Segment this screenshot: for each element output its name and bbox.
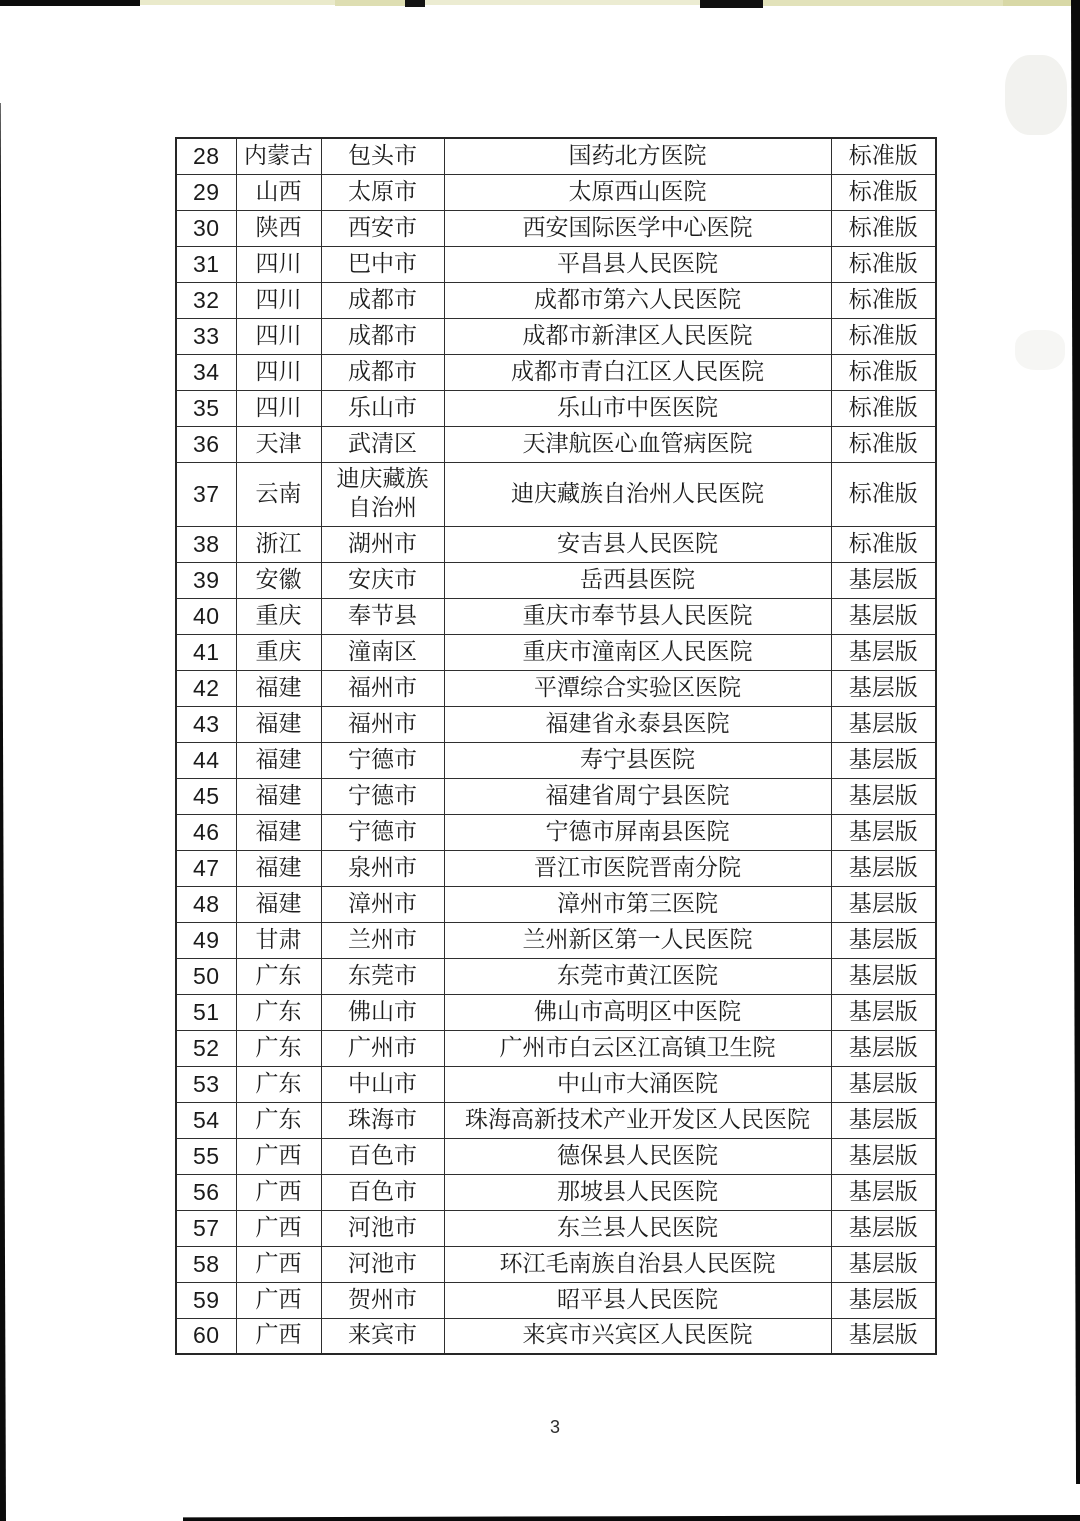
cell-version: 标准版 (831, 462, 936, 526)
cell-city: 巴中市 (321, 246, 444, 282)
cell-province: 福建 (236, 814, 321, 850)
scan-artifact-bottom-edge (183, 1513, 1080, 1521)
scan-artifact-segment (335, 0, 405, 6)
cell-row-number: 37 (176, 462, 236, 526)
page-number: 3 (549, 1417, 560, 1437)
cell-row-number: 60 (176, 1318, 236, 1354)
cell-hospital-name: 重庆市潼南区人民医院 (444, 634, 831, 670)
cell-province: 云南 (236, 462, 321, 526)
cell-hospital-name: 来宾市兴宾区人民医院 (444, 1318, 831, 1354)
cell-province: 四川 (236, 318, 321, 354)
cell-city: 来宾市 (321, 1318, 444, 1354)
cell-version: 基层版 (831, 562, 936, 598)
cell-hospital-name: 福建省周宁县医院 (444, 778, 831, 814)
scan-artifact-segment (0, 0, 140, 6)
cell-city: 成都市 (321, 318, 444, 354)
cell-row-number: 29 (176, 174, 236, 210)
cell-province: 广东 (236, 1102, 321, 1138)
cell-city: 东莞市 (321, 958, 444, 994)
cell-city: 福州市 (321, 706, 444, 742)
cell-province: 广东 (236, 958, 321, 994)
table-row (176, 138, 936, 174)
table-row (176, 426, 936, 462)
cell-hospital-name: 平潭综合实验区医院 (444, 670, 831, 706)
cell-hospital-name: 佛山市高明区中医院 (444, 994, 831, 1030)
cell-row-number: 51 (176, 994, 236, 1030)
cell-row-number: 32 (176, 282, 236, 318)
hospital-list-table (175, 137, 937, 1355)
cell-hospital-name: 晋江市医院晋南分院 (444, 850, 831, 886)
cell-city: 漳州市 (321, 886, 444, 922)
table-row (176, 318, 936, 354)
cell-version: 基层版 (831, 598, 936, 634)
table-row (176, 174, 936, 210)
cell-row-number: 28 (176, 138, 236, 174)
cell-province: 福建 (236, 850, 321, 886)
cell-version: 标准版 (831, 354, 936, 390)
cell-province: 重庆 (236, 634, 321, 670)
cell-version: 基层版 (831, 1102, 936, 1138)
cell-row-number: 59 (176, 1282, 236, 1318)
cell-row-number: 58 (176, 1246, 236, 1282)
cell-hospital-name: 环江毛南族自治县人民医院 (444, 1246, 831, 1282)
cell-row-number: 46 (176, 814, 236, 850)
cell-hospital-name: 寿宁县医院 (444, 742, 831, 778)
cell-city: 百色市 (321, 1138, 444, 1174)
cell-hospital-name: 广州市白云区江高镇卫生院 (444, 1030, 831, 1066)
cell-version: 标准版 (831, 390, 936, 426)
scan-artifact-top-strip (0, 0, 1080, 9)
table-row (176, 922, 936, 958)
cell-province: 广西 (236, 1282, 321, 1318)
cell-province: 天津 (236, 426, 321, 462)
cell-province: 福建 (236, 706, 321, 742)
scan-smudge (1015, 330, 1065, 370)
cell-row-number: 42 (176, 670, 236, 706)
table-row (176, 462, 936, 526)
table-row (176, 778, 936, 814)
cell-hospital-name: 东兰县人民医院 (444, 1210, 831, 1246)
cell-city: 安庆市 (321, 562, 444, 598)
cell-city: 湖州市 (321, 526, 444, 562)
cell-row-number: 47 (176, 850, 236, 886)
cell-province: 甘肃 (236, 922, 321, 958)
cell-city: 兰州市 (321, 922, 444, 958)
cell-row-number: 30 (176, 210, 236, 246)
cell-row-number: 53 (176, 1066, 236, 1102)
scan-artifact-segment (405, 0, 425, 7)
cell-province: 福建 (236, 742, 321, 778)
table-row (176, 634, 936, 670)
cell-hospital-name: 国药北方医院 (444, 138, 831, 174)
cell-city: 武清区 (321, 426, 444, 462)
table-row (176, 1030, 936, 1066)
cell-province: 四川 (236, 282, 321, 318)
table-row (176, 598, 936, 634)
scan-artifact-left-edge (0, 103, 6, 1521)
cell-version: 基层版 (831, 634, 936, 670)
cell-hospital-name: 成都市新津区人民医院 (444, 318, 831, 354)
cell-province: 安徽 (236, 562, 321, 598)
cell-hospital-name: 西安国际医学中心医院 (444, 210, 831, 246)
table-row (176, 210, 936, 246)
cell-city: 福州市 (321, 670, 444, 706)
cell-version: 标准版 (831, 210, 936, 246)
cell-province: 福建 (236, 670, 321, 706)
cell-version: 基层版 (831, 814, 936, 850)
cell-city: 广州市 (321, 1030, 444, 1066)
cell-row-number: 55 (176, 1138, 236, 1174)
cell-version: 基层版 (831, 850, 936, 886)
cell-row-number: 45 (176, 778, 236, 814)
cell-city: 奉节县 (321, 598, 444, 634)
cell-hospital-name: 珠海高新技术产业开发区人民医院 (444, 1102, 831, 1138)
table-row (176, 706, 936, 742)
cell-province: 四川 (236, 354, 321, 390)
table-row (176, 1318, 936, 1354)
cell-hospital-name: 重庆市奉节县人民医院 (444, 598, 831, 634)
cell-city: 宁德市 (321, 742, 444, 778)
cell-province: 广东 (236, 994, 321, 1030)
cell-hospital-name: 东莞市黄江医院 (444, 958, 831, 994)
cell-hospital-name: 漳州市第三医院 (444, 886, 831, 922)
cell-province: 广西 (236, 1210, 321, 1246)
cell-province: 浙江 (236, 526, 321, 562)
cell-hospital-name: 成都市青白江区人民医院 (444, 354, 831, 390)
cell-version: 标准版 (831, 426, 936, 462)
cell-version: 基层版 (831, 886, 936, 922)
cell-row-number: 49 (176, 922, 236, 958)
cell-version: 基层版 (831, 1282, 936, 1318)
cell-version: 基层版 (831, 1210, 936, 1246)
cell-city: 迪庆藏族自治州 (321, 462, 444, 526)
cell-row-number: 57 (176, 1210, 236, 1246)
cell-row-number: 56 (176, 1174, 236, 1210)
table-row (176, 1210, 936, 1246)
table-row (176, 562, 936, 598)
cell-row-number: 52 (176, 1030, 236, 1066)
scan-smudge (1005, 55, 1067, 135)
cell-version: 标准版 (831, 318, 936, 354)
table-row (176, 390, 936, 426)
cell-hospital-name: 平昌县人民医院 (444, 246, 831, 282)
cell-province: 山西 (236, 174, 321, 210)
cell-city: 西安市 (321, 210, 444, 246)
cell-city: 成都市 (321, 354, 444, 390)
table-row (176, 814, 936, 850)
cell-row-number: 31 (176, 246, 236, 282)
cell-hospital-name: 安吉县人民医院 (444, 526, 831, 562)
cell-hospital-name: 宁德市屏南县医院 (444, 814, 831, 850)
cell-version: 基层版 (831, 778, 936, 814)
cell-version: 基层版 (831, 1030, 936, 1066)
cell-province: 广东 (236, 1066, 321, 1102)
cell-province: 广西 (236, 1138, 321, 1174)
cell-row-number: 43 (176, 706, 236, 742)
cell-hospital-name: 太原西山医院 (444, 174, 831, 210)
table-row (176, 1102, 936, 1138)
scan-artifact-segment (1003, 0, 1080, 6)
table-row (176, 742, 936, 778)
table-row (176, 354, 936, 390)
scan-artifact-segment (763, 0, 1003, 6)
cell-version: 基层版 (831, 706, 936, 742)
cell-hospital-name: 岳西县医院 (444, 562, 831, 598)
cell-hospital-name: 德保县人民医院 (444, 1138, 831, 1174)
table-row (176, 670, 936, 706)
cell-row-number: 40 (176, 598, 236, 634)
scan-artifact-segment (700, 0, 763, 8)
cell-row-number: 36 (176, 426, 236, 462)
cell-city: 乐山市 (321, 390, 444, 426)
table-row (176, 526, 936, 562)
cell-city: 佛山市 (321, 994, 444, 1030)
cell-province: 内蒙古 (236, 138, 321, 174)
cell-hospital-name: 中山市大涌医院 (444, 1066, 831, 1102)
cell-province: 广西 (236, 1174, 321, 1210)
cell-row-number: 34 (176, 354, 236, 390)
cell-row-number: 44 (176, 742, 236, 778)
scan-artifact-segment (425, 0, 700, 5)
cell-province: 陕西 (236, 210, 321, 246)
cell-province: 重庆 (236, 598, 321, 634)
cell-hospital-name: 昭平县人民医院 (444, 1282, 831, 1318)
cell-version: 基层版 (831, 670, 936, 706)
cell-hospital-name: 天津航医心血管病医院 (444, 426, 831, 462)
cell-province: 广西 (236, 1246, 321, 1282)
cell-city: 珠海市 (321, 1102, 444, 1138)
hospital-table-body (176, 138, 936, 1354)
cell-province: 四川 (236, 246, 321, 282)
cell-city: 河池市 (321, 1246, 444, 1282)
cell-row-number: 48 (176, 886, 236, 922)
cell-province: 广东 (236, 1030, 321, 1066)
cell-city: 宁德市 (321, 814, 444, 850)
table-row (176, 1066, 936, 1102)
cell-row-number: 54 (176, 1102, 236, 1138)
table-row (176, 994, 936, 1030)
cell-hospital-name: 兰州新区第一人民医院 (444, 922, 831, 958)
cell-city: 包头市 (321, 138, 444, 174)
cell-version: 基层版 (831, 922, 936, 958)
cell-hospital-name: 福建省永泰县医院 (444, 706, 831, 742)
cell-version: 基层版 (831, 958, 936, 994)
cell-hospital-name: 乐山市中医医院 (444, 390, 831, 426)
cell-row-number: 41 (176, 634, 236, 670)
cell-province: 福建 (236, 886, 321, 922)
cell-city: 成都市 (321, 282, 444, 318)
table-row (176, 958, 936, 994)
table-row (176, 850, 936, 886)
cell-row-number: 39 (176, 562, 236, 598)
table-row (176, 886, 936, 922)
cell-city: 百色市 (321, 1174, 444, 1210)
scan-artifact-segment (140, 0, 335, 5)
cell-city: 贺州市 (321, 1282, 444, 1318)
table-row (176, 1174, 936, 1210)
table-row (176, 282, 936, 318)
cell-city: 泉州市 (321, 850, 444, 886)
cell-hospital-name: 成都市第六人民医院 (444, 282, 831, 318)
cell-version: 基层版 (831, 742, 936, 778)
cell-version: 标准版 (831, 246, 936, 282)
cell-hospital-name: 迪庆藏族自治州人民医院 (444, 462, 831, 526)
cell-city: 潼南区 (321, 634, 444, 670)
cell-version: 基层版 (831, 994, 936, 1030)
cell-row-number: 50 (176, 958, 236, 994)
cell-version: 基层版 (831, 1138, 936, 1174)
cell-version: 标准版 (831, 282, 936, 318)
cell-city: 宁德市 (321, 778, 444, 814)
scan-artifact-right-edge (1071, 0, 1080, 1484)
cell-version: 标准版 (831, 138, 936, 174)
table-row (176, 1282, 936, 1318)
cell-row-number: 35 (176, 390, 236, 426)
cell-city: 中山市 (321, 1066, 444, 1102)
cell-version: 标准版 (831, 174, 936, 210)
cell-version: 基层版 (831, 1246, 936, 1282)
cell-version: 基层版 (831, 1174, 936, 1210)
cell-province: 广西 (236, 1318, 321, 1354)
cell-city: 河池市 (321, 1210, 444, 1246)
cell-hospital-name: 那坡县人民医院 (444, 1174, 831, 1210)
cell-version: 基层版 (831, 1066, 936, 1102)
table-row (176, 246, 936, 282)
cell-row-number: 33 (176, 318, 236, 354)
cell-city: 太原市 (321, 174, 444, 210)
cell-version: 标准版 (831, 526, 936, 562)
cell-row-number: 38 (176, 526, 236, 562)
table-row (176, 1246, 936, 1282)
cell-version: 基层版 (831, 1318, 936, 1354)
cell-province: 福建 (236, 778, 321, 814)
cell-province: 四川 (236, 390, 321, 426)
table-row (176, 1138, 936, 1174)
